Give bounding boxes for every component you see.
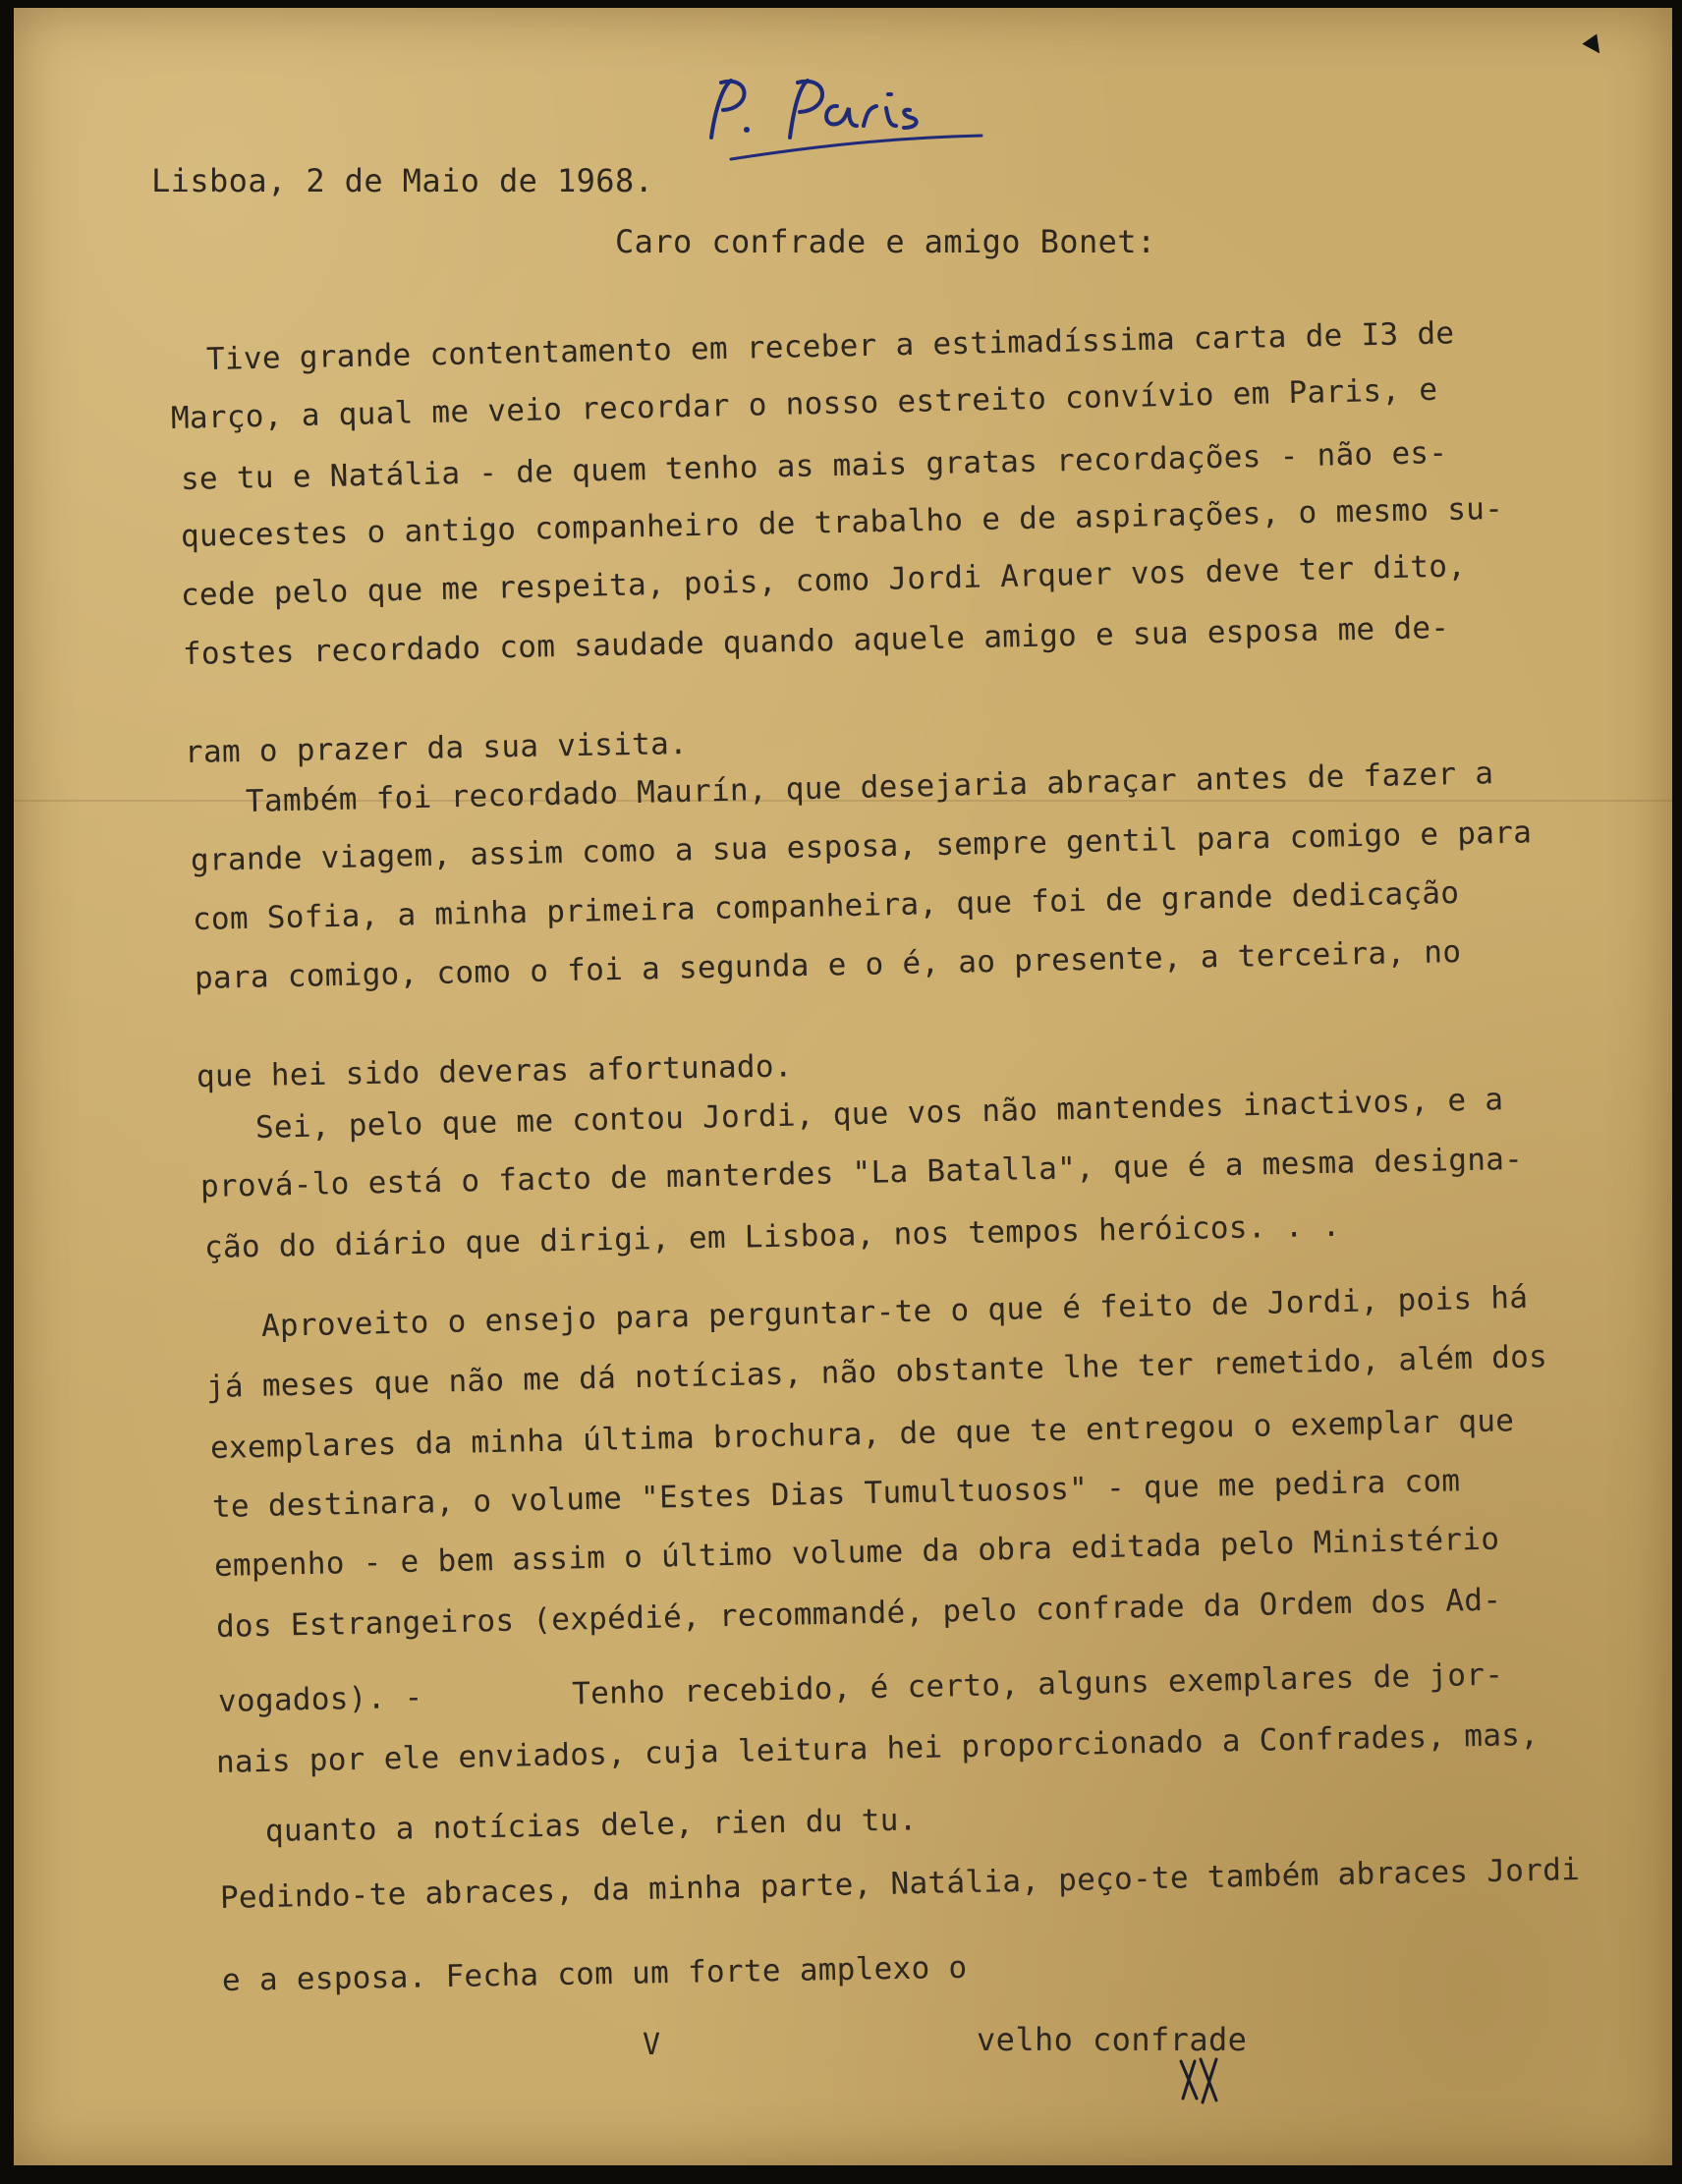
body-line: Tive grande contentamento em receber a estimadíssima carta de I3 de [205, 315, 1455, 377]
body-line: cede pelo que me respeita, pois, como Jordi Arquer vos deve ter dito, [180, 548, 1467, 613]
body-line: já meses que não me dá notícias, não obstante lhe ter remetido, além dos [205, 1339, 1548, 1405]
body-line: com Sofia, a minha primeira companheira, que foi de grande dedicação [192, 874, 1460, 937]
letter-page [14, 8, 1672, 2165]
body-line: exemplares da minha última brochura, de que te entregou o exemplar que [209, 1403, 1515, 1466]
margin-mark: V [643, 2028, 661, 2062]
body-line: Sei, pelo que me contou Jordi, que vos não mantendes inactivos, e a [254, 1082, 1504, 1146]
body-line: prová-lo está o facto de manterdes "La Batalla", que é a mesma designa- [199, 1141, 1524, 1204]
body-line: empenho - e bem assim o último volume da obra editada pelo Ministério [213, 1521, 1500, 1584]
body-line: Também foi recordado Maurín, que desejaria abraçar antes de fazer a [245, 756, 1494, 819]
body-line: quecestes o antigo companheiro de trabalho e de aspirações, o mesmo su- [180, 490, 1504, 554]
body-line: se tu e Natália - de quem tenho as mais gratas recordações - não es- [180, 434, 1448, 497]
body-line: e a esposa. Fecha com um forte amplexo o [221, 1949, 968, 1998]
place-and-date: Lisboa, 2 de Maio de 1968. [151, 162, 654, 199]
body-line: grande viagem, assim como a sua esposa, sempre gentil para comigo e para [190, 814, 1533, 878]
body-line: Março, a qual me veio recordar o nosso estreito convívio em Paris, e [170, 371, 1438, 436]
body-line: Pedindo-te abraces, da minha parte, Natália, peço-te também abraces Jordi [219, 1852, 1581, 1916]
sign-off: velho confrade [977, 2021, 1248, 2058]
body-line: ção do diário que dirigi, em Lisboa, nos tempos heróicos. . . [203, 1207, 1341, 1265]
body-line: nais por ele enviados, cuja leitura hei proporcionado a Confrades, mas, [215, 1716, 1540, 1780]
body-line: te destinara, o volume "Estes Dias Tumultuosos" - que me pedira com [211, 1463, 1461, 1525]
letter-body [14, 8, 1682, 2184]
body-line: fostes recordado com saudade quando aquele amigo e sua esposa me de- [182, 609, 1450, 672]
body-line: Aproveito o ensejo para perguntar-te o que é feito de Jordi, pois há [260, 1279, 1529, 1344]
signature-svg [1173, 2051, 1232, 2110]
body-line: que hei sido deveras afortunado. [196, 1048, 794, 1094]
body-line: ram o prazer da sua visita. [184, 726, 689, 770]
signature-scribble [1173, 2051, 1232, 2110]
body-line: quanto a notícias dele, rien du tu. [264, 1802, 918, 1849]
body-line: dos Estrangeiros (expédié, recommandé, pelo confrade da Ordem dos Ad- [215, 1582, 1502, 1645]
body-line: vogados). - Tenho recebido, é certo, alguns exemplares de jor- [217, 1656, 1504, 1719]
salutation: Caro confrade e amigo Bonet: [615, 223, 1156, 260]
body-line: para comigo, como o foi a segunda e o é, ao presente, a terceira, no [194, 933, 1462, 996]
